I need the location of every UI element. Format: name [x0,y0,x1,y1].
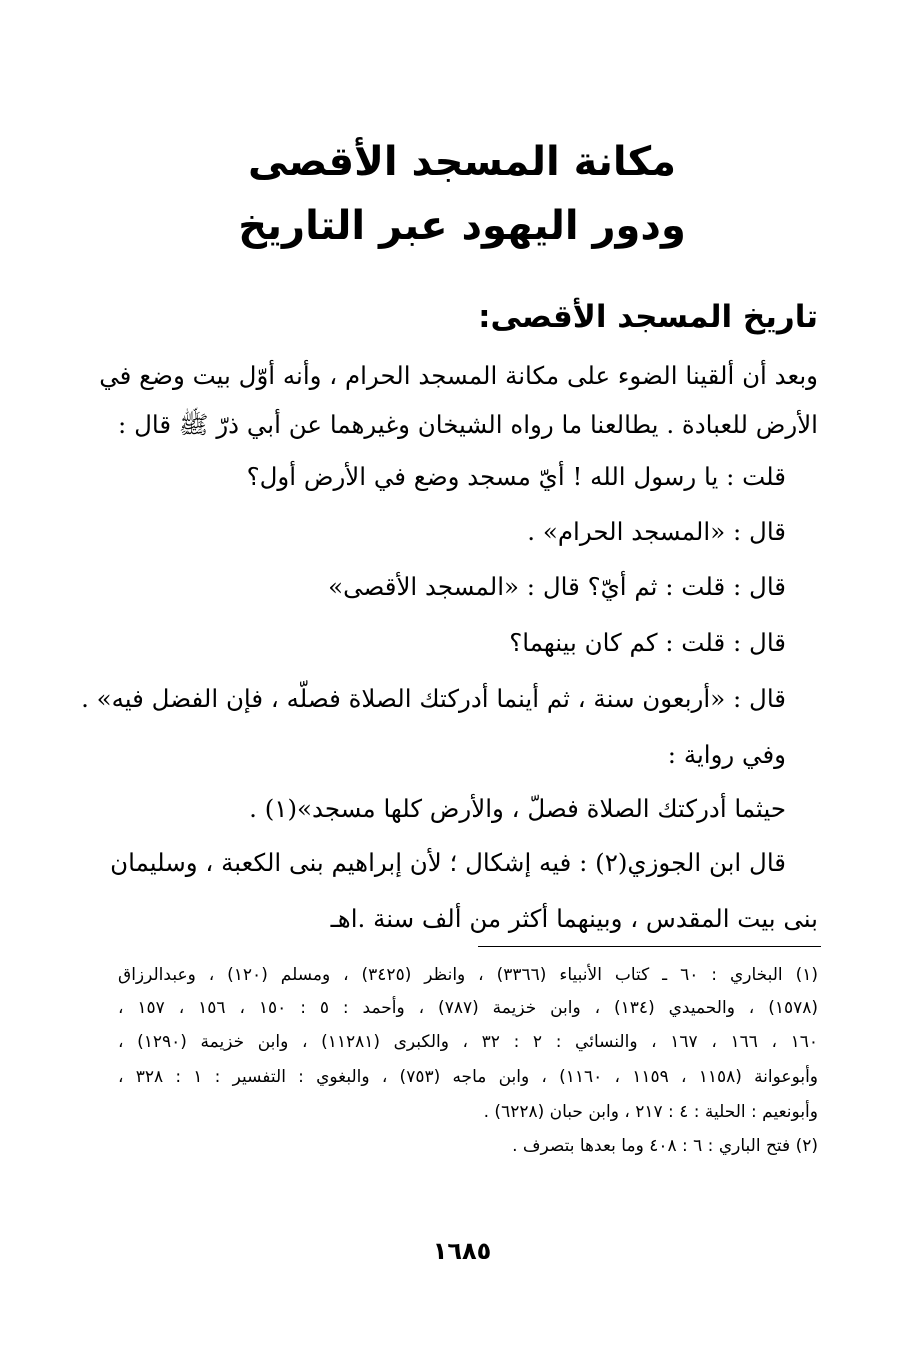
footnote-1-line-3: ١٦٠ ، ١٦٦ ، ١٦٧ ، والنسائي : ٢ : ٣٢ ، والكبرى (١١٢٨١) ، وابن خزيمة (١٢٩٠) ، [118,1032,818,1052]
page-number: ١٦٨٥ [432,1237,492,1265]
footnote-1-line-2: (١٥٧٨) ، والحميدي (١٣٤) ، وابن خزيمة (٧٨٧) ، وأحمد : ٥ : ١٥٠ ، ١٥٦ ، ١٥٧ ، [118,998,819,1018]
footnote-separator [478,946,821,947]
riwaya-label: وفي رواية : [667,740,786,769]
dialogue-line-3: قال : قلت : ثم أيّ؟ قال : «المسجد الأقصى» [328,572,786,601]
jawzi-line-2: بنى بيت المقدس ، وبينهما أكثر من ألف سنة .اهـ [330,904,818,933]
intro-line-1: وبعد أن ألقينا الضوء على مكانة المسجد الحرام ، وأنه أوّل بيت وضع في [99,361,818,390]
footnote-2: (٢) فتح الباري : ٦ : ٤٠٨ وما بعدها بتصرف . [512,1136,818,1156]
section-heading: تاريخ المسجد الأقصى: [478,299,818,335]
intro-line-2: الأرض للعبادة . يطالعنا ما رواه الشيخان وغيرهما عن أبي ذرّ ﷺ قال : [118,410,818,439]
jawzi-line-1: قال ابن الجوزي(٢) : فيه إشكال ؛ لأن إبراهيم بنى الكعبة ، وسليمان [110,848,786,877]
page-title-line-2: ودور اليهود عبر التاريخ [238,203,686,249]
dialogue-line-1: قلت : يا رسول الله ! أيّ مسجد وضع في الأرض أول؟ [246,462,786,491]
footnote-1-line-4: وأبوعوانة (١١٥٨ ، ١١٥٩ ، ١١٦٠) ، وابن ماجه (٧٥٣) ، والبغوي : التفسير : ١ : ٣٢٨ ، [118,1067,819,1087]
page-title-line-1: مكانة المسجد الأقصى [248,139,676,185]
dialogue-line-4: قال : قلت : كم كان بينهما؟ [509,628,786,657]
dialogue-line-5: قال : «أربعون سنة ، ثم أينما أدركتك الصلاة فصلّه ، فإن الفضل فيه» . [81,684,786,713]
riwaya-text: حيثما أدركتك الصلاة فصلّ ، والأرض كلها مسجد»(١) . [249,794,786,823]
footnote-1-line-1: (١) البخاري : ٦٠ ـ كتاب الأنبياء (٣٣٦٦) ، وانظر (٣٤٢٥) ، ومسلم (١٢٠) ، وعبدالرزاق [118,965,818,985]
footnote-1-line-5: وأبونعيم : الحلية : ٤ : ٢١٧ ، وابن حبان (٦٢٢٨) . [483,1102,818,1122]
dialogue-line-2: قال : «المسجد الحرام» . [527,517,786,546]
